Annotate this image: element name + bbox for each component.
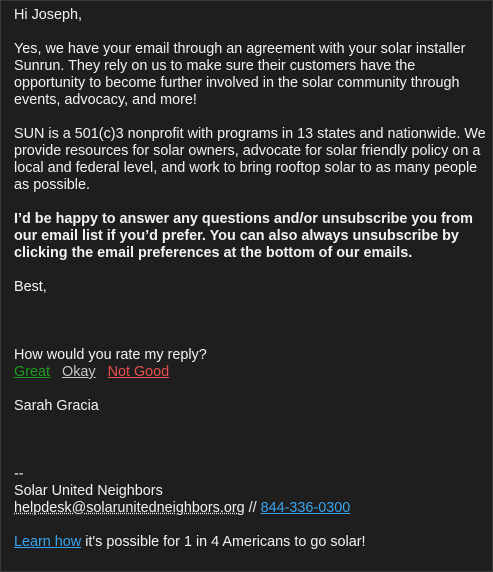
signature-dash: -- — [14, 466, 24, 482]
paragraph-unsubscribe-offer: I’d be happy to answer any questions and/or unsubscribe you from our email list if you’d prefer. You can also always unsubscribe by clicking the email preferences at the bottom of our emails. — [14, 211, 473, 261]
learn-how-line — [14, 534, 486, 551]
rating-great-link[interactable]: Great — [14, 364, 50, 380]
rating-prompt: How would you rate my reply? — [14, 347, 207, 363]
learn-how-link[interactable]: Learn how — [14, 534, 82, 550]
paragraph-about-sun: SUN is a 501(c)3 nonprofit with programs in 13 states and nationwide. We provide resources for solar owners, advocate for solar friendly policy on a local and federal level, and work to bring rooftop solar to as many people as possible. — [14, 126, 486, 193]
contact-separator: // — [244, 500, 261, 516]
phone-link[interactable]: 844-336-0300 — [260, 500, 351, 516]
rating-okay-link[interactable]: Okay — [62, 364, 96, 380]
sender-name: Sarah Gracia — [14, 398, 99, 414]
org-name: Solar United Neighbors — [14, 483, 163, 499]
rating-not-good-link[interactable]: Not Good — [107, 364, 170, 380]
paragraph-agreement: Yes, we have your email through an agreement with your solar installer Sunrun. They rely on us to make sure their customers have the opportunity to become further involved in the solar community through events, advocacy, and more! — [14, 41, 466, 108]
rating-links — [14, 364, 486, 381]
learn-how-text: it's possible for 1 in 4 Americans to go solar! — [81, 534, 366, 550]
contact-line — [14, 500, 486, 517]
signoff: Best, — [14, 279, 47, 295]
email-body — [14, 7, 486, 551]
greeting: Hi Joseph, — [14, 7, 82, 23]
helpdesk-email-link[interactable]: helpdesk@solarunitedneighbors.org — [14, 500, 245, 516]
